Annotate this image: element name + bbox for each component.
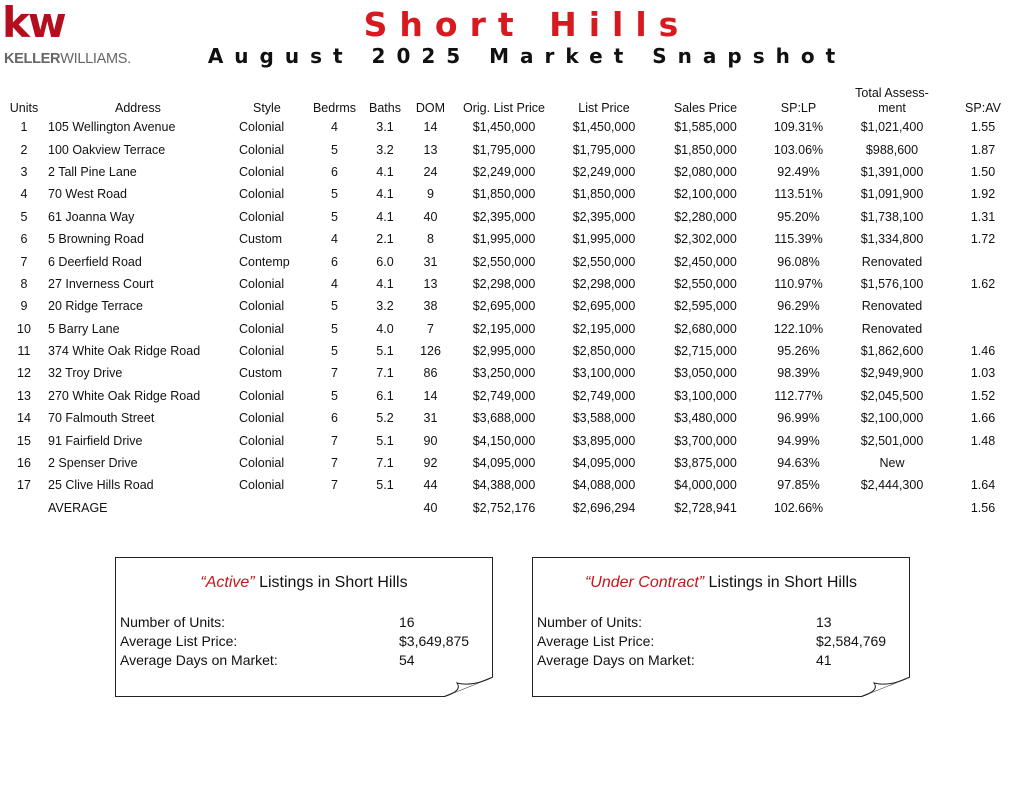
cell-bedrooms: 4 — [331, 120, 338, 135]
cell-total-assessment: $1,862,600 — [860, 344, 924, 359]
brand-name-bold: KELLER — [4, 51, 61, 67]
cell-sp-lp: 113.51% — [774, 187, 823, 202]
cell-total-assessment: Renovated — [861, 299, 923, 314]
cell-orig-list-price: $4,150,000 — [472, 433, 536, 448]
cell-orig-list-price: $2,195,000 — [472, 321, 536, 336]
cell-unit: 8 — [20, 276, 28, 291]
cell-sp-av: 1.62 — [970, 276, 996, 291]
table-row — [4, 362, 1022, 384]
cell-address: 6 Deerfield Road — [48, 254, 142, 269]
table-row — [4, 318, 1022, 340]
cell-style: Colonial — [239, 478, 285, 493]
cell-baths: 6.1 — [376, 388, 394, 403]
cell-sp-av: 1.52 — [970, 388, 996, 403]
cell-baths: 3.2 — [376, 142, 394, 157]
cell-dom: 38 — [423, 299, 438, 314]
active-dom-value: 54 — [399, 652, 415, 668]
cell-baths — [363, 497, 407, 519]
cell-address: 20 Ridge Terrace — [48, 299, 143, 314]
cell-list-price: $2,695,000 — [572, 299, 636, 314]
cell-bedrooms: 5 — [331, 321, 338, 336]
cell-orig-list-price: $2,550,000 — [472, 254, 536, 269]
cell-total-assessment: $2,100,000 — [860, 411, 924, 426]
header-sp-lp: SP:LP — [780, 101, 817, 115]
cell-baths: 4.1 — [376, 187, 394, 202]
cell-total-assessment: $2,501,000 — [860, 433, 924, 448]
cell-baths: 5.2 — [376, 411, 394, 426]
cell-bedrooms: 7 — [331, 433, 338, 448]
cell-address: 100 Oakview Terrace — [48, 142, 166, 157]
table-row — [4, 295, 1022, 317]
cell-sp-lp: 97.85% — [777, 478, 820, 493]
cell-address: 374 White Oak Ridge Road — [48, 344, 201, 359]
cell-baths: 3.1 — [376, 120, 394, 135]
cell-unit: 3 — [20, 164, 28, 179]
cell-total-assessment: $1,091,900 — [860, 187, 924, 202]
cell-sp-av: 1.92 — [970, 187, 996, 202]
cell-sp-lp: 96.29% — [777, 299, 820, 314]
cell-sp-lp: 95.26% — [777, 344, 820, 359]
cell-dom: 13 — [423, 276, 438, 291]
table-row — [4, 250, 1022, 272]
cell-dom: 7 — [427, 321, 434, 336]
cell-total-assessment: Renovated — [861, 254, 923, 269]
cell-sp-lp: 94.63% — [777, 456, 820, 471]
cell-style: Colonial — [239, 142, 285, 157]
cell-baths: 4.1 — [376, 209, 394, 224]
cell-address: 91 Fairfield Drive — [48, 433, 143, 448]
under-contract-card-title-emphasis: “Under Contract” — [584, 574, 705, 591]
table-body — [4, 116, 1022, 519]
cell-sp-av: 1.46 — [970, 344, 996, 359]
cell-sales-price: $3,480,000 — [674, 411, 737, 426]
brand-name-light: WILLIAMS. — [60, 51, 131, 67]
cell-address: 5 Barry Lane — [48, 321, 120, 336]
table-row — [4, 228, 1022, 250]
cell-list-price: $2,195,000 — [572, 321, 636, 336]
header-bedrooms: Bedrms — [312, 101, 357, 115]
under-contract-dom-label: Average Days on Market: — [537, 652, 695, 668]
cell-orig-list-price: $1,995,000 — [472, 232, 536, 247]
cell-sp-av: 1.48 — [970, 433, 996, 448]
cell-baths: 3.2 — [376, 299, 394, 314]
cell-baths: 4.1 — [376, 164, 394, 179]
active-listings-card — [115, 557, 493, 697]
under-contract-dom-value: 41 — [816, 652, 832, 668]
cell-sp-lp: 102.66% — [773, 500, 824, 515]
header-list-price: List Price — [578, 101, 630, 115]
table-row — [4, 138, 1022, 160]
table-row — [4, 429, 1022, 451]
cell-unit: 17 — [17, 478, 31, 493]
table-row — [4, 183, 1022, 205]
page-curl-icon — [860, 677, 910, 697]
table-row — [4, 273, 1022, 295]
cell-list-price: $2,696,294 — [572, 500, 636, 515]
under-contract-price-value: $2,584,769 — [816, 633, 887, 649]
cell-dom: 40 — [423, 500, 438, 515]
cell-sp-lp: 96.08% — [777, 254, 820, 269]
table-row — [4, 116, 1022, 138]
cell-address: 27 Inverness Court — [48, 276, 154, 291]
cell-orig-list-price: $3,250,000 — [472, 366, 536, 381]
header-total-assessment: Total Assess- ment — [855, 86, 929, 115]
cell-sales-price: $2,302,000 — [674, 232, 737, 247]
page-curl-icon — [443, 677, 493, 697]
cell-sp-lp: 98.39% — [777, 366, 820, 381]
cell-list-price: $1,850,000 — [572, 187, 636, 202]
cell-baths: 5.1 — [376, 478, 394, 493]
cell-unit: 4 — [20, 187, 28, 202]
cell-address: AVERAGE — [48, 500, 108, 515]
cell-dom: 86 — [423, 366, 438, 381]
active-card-title — [116, 574, 492, 592]
cell-style: Colonial — [239, 187, 285, 202]
cell-dom: 13 — [423, 142, 438, 157]
cell-dom: 24 — [423, 164, 438, 179]
cell-style: Colonial — [239, 388, 285, 403]
cell-address: 5 Browning Road — [48, 232, 144, 247]
cell-list-price: $3,100,000 — [572, 366, 636, 381]
active-units-value: 16 — [399, 614, 415, 630]
cell-list-price: $2,850,000 — [572, 344, 636, 359]
header-sales-price: Sales Price — [673, 101, 738, 115]
cell-style: Colonial — [239, 344, 285, 359]
cell-sales-price: $2,550,000 — [674, 276, 737, 291]
cell-unit: 16 — [17, 456, 31, 471]
cell-list-price: $2,298,000 — [572, 276, 636, 291]
cell-sales-price: $2,680,000 — [674, 321, 737, 336]
under-contract-units-label: Number of Units: — [537, 614, 643, 630]
cell-sales-price: $2,080,000 — [674, 164, 737, 179]
cell-orig-list-price: $2,395,000 — [472, 209, 536, 224]
cell-sp-av: 1.64 — [970, 478, 996, 493]
active-card-title-rest: Listings in Short Hills — [254, 574, 408, 591]
cell-total-assessment: New — [879, 456, 905, 471]
cell-style: Colonial — [239, 209, 285, 224]
cell-bedrooms: 7 — [331, 478, 338, 493]
cell-dom: 126 — [420, 344, 441, 359]
cell-bedrooms: 5 — [331, 187, 338, 202]
cell-baths: 2.1 — [376, 232, 394, 247]
cell-style: Colonial — [239, 120, 285, 135]
under-contract-price-label: Average List Price: — [537, 633, 655, 649]
cell-unit: 15 — [17, 433, 31, 448]
cell-unit — [4, 497, 44, 519]
cell-sp-av: 1.50 — [970, 164, 996, 179]
cell-sp-lp: 109.31% — [773, 120, 824, 135]
active-price-value: $3,649,875 — [399, 633, 470, 649]
cell-address: 70 Falmouth Street — [48, 411, 155, 426]
cell-bedrooms: 7 — [331, 456, 338, 471]
cell-unit: 1 — [20, 120, 28, 135]
cell-list-price: $2,550,000 — [572, 254, 636, 269]
cell-total-assessment: $2,444,300 — [860, 478, 924, 493]
cell-sp-lp: 103.06% — [773, 142, 824, 157]
header-address: Address — [115, 101, 161, 115]
cell-orig-list-price: $2,995,000 — [472, 344, 536, 359]
cell-baths: 7.1 — [376, 456, 394, 471]
cell-sp-av: 1.66 — [970, 411, 996, 426]
cell-list-price: $3,588,000 — [572, 411, 636, 426]
cell-list-price: $3,895,000 — [572, 433, 636, 448]
cell-sp-lp: 95.20% — [777, 209, 820, 224]
cell-sp-av — [944, 452, 1022, 474]
cell-address: 270 White Oak Ridge Road — [48, 388, 201, 403]
cell-baths: 4.0 — [376, 321, 394, 336]
cell-unit: 7 — [20, 254, 28, 269]
cell-sp-lp: 110.97% — [774, 276, 823, 291]
cell-sales-price: $3,700,000 — [674, 433, 737, 448]
cell-bedrooms: 5 — [331, 299, 338, 314]
cell-dom: 44 — [423, 478, 438, 493]
cell-orig-list-price: $2,695,000 — [472, 299, 536, 314]
cell-total-assessment: $1,334,800 — [860, 232, 924, 247]
cell-bedrooms: 6 — [331, 164, 338, 179]
cell-style: Colonial — [239, 411, 285, 426]
kw-logo-mark: kw — [2, 0, 65, 47]
cell-sp-lp: 94.99% — [777, 433, 820, 448]
table-row — [4, 385, 1022, 407]
cell-bedrooms — [306, 497, 363, 519]
cell-total-assessment: $1,576,100 — [860, 276, 924, 291]
cell-sp-av — [944, 295, 1022, 317]
cell-address: 105 Wellington Avenue — [48, 120, 176, 135]
cell-unit: 6 — [20, 232, 28, 247]
header-style: Style — [253, 101, 281, 115]
cell-list-price: $2,395,000 — [572, 209, 636, 224]
cell-sales-price: $2,595,000 — [674, 299, 737, 314]
header-units: Units — [9, 101, 39, 115]
cell-sp-av — [944, 318, 1022, 340]
cell-sales-price: $2,728,941 — [674, 500, 737, 515]
cell-unit: 10 — [17, 321, 31, 336]
table-row — [4, 206, 1022, 228]
active-card-title-emphasis: “Active” — [200, 574, 255, 591]
cell-sp-av — [944, 250, 1022, 272]
cell-address: 25 Clive Hills Road — [48, 478, 154, 493]
cell-style: Contemp — [239, 254, 290, 269]
cell-orig-list-price: $1,795,000 — [472, 142, 536, 157]
cell-total-assessment: $1,021,400 — [860, 120, 924, 135]
cell-bedrooms: 6 — [331, 254, 338, 269]
cell-orig-list-price: $3,688,000 — [472, 411, 536, 426]
cell-total-assessment: $2,949,900 — [860, 366, 924, 381]
cell-orig-list-price: $1,850,000 — [472, 187, 536, 202]
header-orig-list-price: Orig. List Price — [463, 101, 545, 115]
cell-sp-av: 1.87 — [970, 142, 996, 157]
cell-orig-list-price: $4,095,000 — [472, 456, 536, 471]
active-price-label: Average List Price: — [120, 633, 238, 649]
cell-list-price: $1,795,000 — [572, 142, 636, 157]
cell-style: Colonial — [239, 456, 285, 471]
cell-dom: 31 — [423, 411, 438, 426]
cell-baths: 7.1 — [376, 366, 394, 381]
cell-sp-av: 1.03 — [970, 366, 996, 381]
table-header-row — [4, 82, 1022, 116]
cell-style: Colonial — [239, 276, 285, 291]
cell-dom: 31 — [423, 254, 438, 269]
cell-style: Colonial — [239, 164, 285, 179]
cell-bedrooms: 5 — [331, 142, 338, 157]
cell-sales-price: $2,715,000 — [674, 344, 737, 359]
cell-total-assessment: Renovated — [861, 321, 923, 336]
cell-dom: 8 — [427, 232, 434, 247]
cell-baths: 4.1 — [376, 276, 394, 291]
cell-total-assessment: $1,738,100 — [860, 209, 924, 224]
cell-sales-price: $3,100,000 — [674, 388, 737, 403]
cell-sp-av: 1.56 — [970, 500, 996, 515]
cell-sales-price: $3,050,000 — [674, 366, 737, 381]
cell-baths: 6.0 — [376, 254, 394, 269]
cell-sp-lp: 122.10% — [773, 321, 824, 336]
cell-list-price: $2,249,000 — [572, 164, 636, 179]
under-contract-card-title-rest: Listings in Short Hills — [704, 574, 858, 591]
table-average-row — [4, 497, 1022, 519]
cell-sales-price: $1,585,000 — [674, 120, 737, 135]
cell-sales-price: $4,000,000 — [674, 478, 737, 493]
cell-baths: 5.1 — [376, 344, 394, 359]
cell-style: Colonial — [239, 433, 285, 448]
header-dom: DOM — [415, 101, 446, 115]
cell-address: 2 Spenser Drive — [48, 456, 138, 471]
cell-list-price: $1,450,000 — [572, 120, 636, 135]
cell-style: Custom — [239, 366, 283, 381]
cell-dom: 14 — [423, 388, 438, 403]
cell-style — [231, 497, 306, 519]
cell-sp-lp: 115.39% — [774, 232, 823, 247]
cell-style: Custom — [239, 232, 283, 247]
header-baths: Baths — [369, 101, 401, 115]
table-row — [4, 452, 1022, 474]
cell-unit: 13 — [17, 388, 31, 403]
cell-bedrooms: 5 — [331, 344, 338, 359]
cell-bedrooms: 6 — [331, 411, 338, 426]
cell-address: 2 Tall Pine Lane — [48, 164, 137, 179]
cell-list-price: $4,088,000 — [572, 478, 636, 493]
cell-dom: 9 — [427, 187, 434, 202]
cell-orig-list-price: $4,388,000 — [472, 478, 536, 493]
sales-table — [4, 82, 1022, 519]
cell-dom: 90 — [423, 433, 438, 448]
cell-total-assessment: $1,391,000 — [860, 164, 924, 179]
cell-bedrooms: 4 — [331, 276, 338, 291]
cell-sp-av: 1.72 — [970, 232, 996, 247]
cell-unit: 14 — [17, 411, 31, 426]
cell-dom: 40 — [423, 209, 438, 224]
cell-list-price: $1,995,000 — [572, 232, 636, 247]
cell-total-assessment: $2,045,500 — [860, 388, 924, 403]
cell-unit: 5 — [20, 209, 28, 224]
table-row — [4, 340, 1022, 362]
cell-list-price: $2,749,000 — [572, 388, 636, 403]
cell-orig-list-price: $1,450,000 — [472, 120, 536, 135]
cell-sp-av: 1.55 — [970, 120, 996, 135]
table-row — [4, 474, 1022, 496]
cell-bedrooms: 4 — [331, 232, 338, 247]
page-subtitle: August 2025 Market Snapshot — [207, 44, 847, 68]
cell-unit: 2 — [20, 142, 28, 157]
table-row — [4, 161, 1022, 183]
cell-unit: 9 — [20, 299, 28, 314]
table-row — [4, 407, 1022, 429]
cell-bedrooms: 7 — [331, 366, 338, 381]
cell-address: 32 Troy Drive — [48, 366, 123, 381]
cell-sp-lp: 96.99% — [777, 411, 820, 426]
active-dom-label: Average Days on Market: — [120, 652, 278, 668]
cell-unit: 12 — [17, 366, 31, 381]
cell-sales-price: $2,450,000 — [674, 254, 737, 269]
under-contract-listings-card — [532, 557, 910, 697]
cell-sp-av: 1.31 — [970, 209, 996, 224]
cell-style: Colonial — [239, 321, 285, 336]
cell-style: Colonial — [239, 299, 285, 314]
cell-bedrooms: 5 — [331, 388, 338, 403]
cell-sales-price: $2,280,000 — [674, 209, 737, 224]
header-sp-av: SP:AV — [965, 101, 1001, 115]
cell-sp-lp: 112.77% — [774, 388, 823, 403]
under-contract-card-title — [533, 574, 909, 592]
cell-orig-list-price: $2,249,000 — [472, 164, 536, 179]
cell-address: 70 West Road — [48, 187, 127, 202]
active-units-label: Number of Units: — [120, 614, 226, 630]
cell-dom: 14 — [423, 120, 438, 135]
cell-bedrooms: 5 — [331, 209, 338, 224]
cell-sp-lp: 92.49% — [777, 164, 820, 179]
cell-total-assessment: $988,600 — [865, 142, 919, 157]
cell-orig-list-price: $2,749,000 — [472, 388, 536, 403]
cell-sales-price: $1,850,000 — [674, 142, 737, 157]
under-contract-units-value: 13 — [816, 614, 832, 630]
cell-sales-price: $3,875,000 — [674, 456, 737, 471]
cell-unit: 11 — [17, 344, 31, 359]
cell-orig-list-price: $2,752,176 — [472, 500, 536, 515]
cell-orig-list-price: $2,298,000 — [472, 276, 536, 291]
cell-address: 61 Joanna Way — [48, 209, 135, 224]
cell-sales-price: $2,100,000 — [674, 187, 737, 202]
page-title: Short Hills — [363, 5, 691, 44]
cell-baths: 5.1 — [376, 433, 394, 448]
cell-total-assessment — [840, 497, 944, 519]
cell-dom: 92 — [423, 456, 438, 471]
cell-list-price: $4,095,000 — [572, 456, 636, 471]
